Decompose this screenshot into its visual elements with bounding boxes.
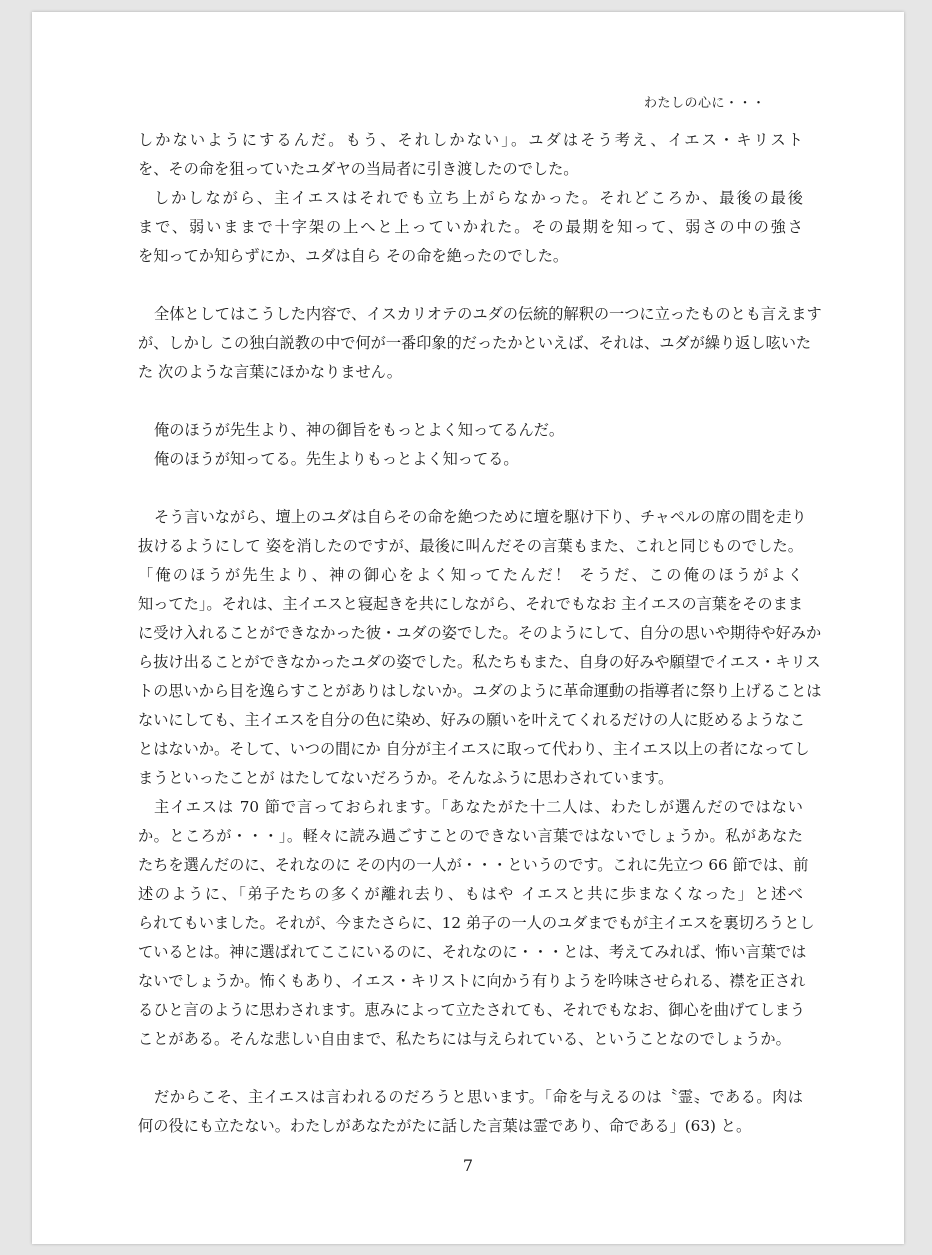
- text-line: た 次のような言葉にほかなりません。: [138, 363, 402, 381]
- paragraph-gap: [138, 474, 803, 503]
- text-line: まで、弱いままで十字架の上へと上っていかれた。その最期を知って、弱さの中の強さ: [138, 218, 803, 236]
- text-line: ないにしても、主イエスを自分の色に染め、好みの願いを叶えてくれるだけの人に貶めるようなこ: [138, 711, 806, 729]
- text-line: トの思いから目を逸らすことがありはしないか。ユダのように革命運動の指導者に祭り上げることは: [138, 682, 822, 700]
- text-line: に受け入れることができなかった彼・ユダの姿でした。そのようにして、自分の思いや期待や好みか: [138, 624, 822, 642]
- text-line: とはないか。そして、いつの間にか 自分が主イエスに取って代わり、主イエス以上の者になってし: [138, 740, 810, 758]
- text-line: 述のように、「弟子たちの多くが離れ去り、もはや イエスと共に歩まなくなった」と述べ: [138, 885, 803, 903]
- text-line: 知ってた」。それは、主イエスと寝起きを共にしながら、それでもなお 主イエスの言葉をそのまま: [138, 595, 803, 613]
- paragraph-gap: [138, 1054, 803, 1083]
- text-line: まうといったことが はたしてないだろうか。そんなふうに思わされています。: [138, 769, 674, 787]
- text-line: ているとは。神に選ばれてここにいるのに、それなのに・・・とは、考えてみれば、怖い言葉では: [138, 943, 807, 961]
- text-line: られてもいました。それが、今またさらに、12 弟子の一人のユダまでもが主イエスを裏切ろうとし: [138, 914, 815, 932]
- text-line: を知ってか知らずにか、ユダは自ら その命を絶ったのでした。: [138, 247, 569, 265]
- text-line: ら抜け出ることができなかったユダの姿でした。私たちもまた、自身の好みや願望でイエス・キリス: [138, 653, 821, 671]
- text-line: 全体としてはこうした内容で、イスカリオテのユダの伝統的解釈の一つに立ったものとも言えます: [154, 305, 822, 323]
- text-line: を、その命を狙っていたユダヤの当局者に引き渡したのでした。: [138, 160, 579, 178]
- text-line: 「俺のほうが先生より、神の御心をよく知ってたんだ！ そうだ、この俺のほうがよく: [138, 566, 803, 584]
- text-line: たちを選んだのに、それなのに その内の一人が・・・というのです。これに先立つ 66 節では、前: [138, 856, 809, 874]
- paragraph-gap: [138, 271, 803, 300]
- text-line: 何の役にも立たない。わたしがあなたがたに話した言葉は霊であり、命である」(63) と。: [138, 1117, 752, 1135]
- body-text: [138, 126, 822, 1141]
- page-number: 7: [462, 1156, 474, 1175]
- text-line: が、しかし この独白説教の中で何が一番印象的だったかといえば、それは、ユダが繰り返し呟いた: [138, 334, 812, 352]
- document-page: [32, 12, 904, 1244]
- paragraph-gap: [138, 387, 803, 416]
- text-line: るひと言のように思わされます。恵みによって立たされても、それでもなお、御心を曲げてしまう: [138, 1001, 806, 1019]
- running-header: わたしの心に・・・: [644, 96, 766, 111]
- text-line: しかしながら、主イエスはそれでも立ち上がらなかった。それどころか、最後の最後: [154, 189, 803, 207]
- text-line: だからこそ、主イエスは言われるのだろうと思います。「命を与えるのは〝霊〟である。肉は: [154, 1088, 803, 1106]
- text-line: 主イエスは 70 節で言っておられます。「あなたがた十二人は、わたしが選んだのではない: [154, 798, 803, 816]
- text-line: 抜けるようにして 姿を消したのですが、最後に叫んだその言葉もまた、これと同じものでした。: [138, 537, 803, 555]
- text-line: ないでしょうか。怖くもあり、イエス・キリストに向かう有りようを吟味させられる、襟を正され: [138, 972, 806, 990]
- text-line: そう言いながら、壇上のユダは自らその命を絶つために壇を駆け下り、チャペルの席の間を走り: [154, 508, 807, 526]
- text-line: ことがある。そんな悲しい自由まで、私たちには与えられている、ということなのでしょうか。: [138, 1030, 791, 1048]
- quote-line: 俺のほうが知ってる。先生よりもっとよく知ってる。: [154, 450, 519, 468]
- quote-line: 俺のほうが先生より、神の御旨をもっとよく知ってるんだ。: [154, 421, 565, 439]
- text-line: しかないようにするんだ。もう、それしかない」。ユダはそう考え、イエス・キリスト: [138, 131, 803, 149]
- text-line: か。ところが・・・」。軽々に読み過ごすことのできない言葉ではないでしょうか。私があなた: [138, 827, 803, 845]
